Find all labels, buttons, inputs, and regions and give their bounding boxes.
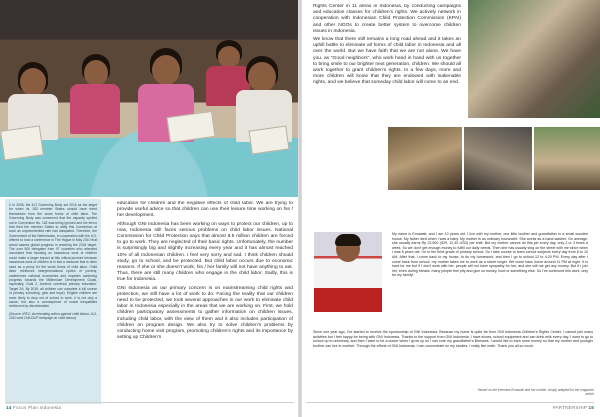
activity-photo [388, 127, 462, 190]
publication-name: Focus Plan Indonesia [13, 405, 62, 410]
book [249, 125, 290, 154]
child-figure [218, 46, 240, 68]
paragraph: GNI Indonesia as our primary concern is on mainstreaming child rights and protection, we still have a lot of work to do. Facing the reality that our children need to be protected, we took several approaches in our work to eliminate child labor in Indonesia especially in the areas that we are working on. First, we hold children participatory assessments to gather information on children issues, including child labor, with the view of them and it also includes participation of children on program design. We also try to solve children's problems by conducting home visit program, promoting children's rights and its importance by setting up Children's [117, 285, 293, 341]
classroom-photo [468, 0, 600, 118]
sidebox-source: (Source: IPEC: Accelerating action against child labour, ILO, 2010 and CHILDLIP webpage on child labour) [9, 311, 97, 321]
child-figure [70, 84, 120, 134]
paragraph: We know that there still remains a long road ahead and it takes an uphill battle to eliminate all forms of child labor in Indonesia and all over the world. But we have faith that we are not alone. We have you, as "Good neighbors", who work hand in hand with us together to bring smile to our brighter next generation, children. We should all work together to grant children's rights. In a few days, more and more children will know that they are endowed with inalienable rights, and we believe that someday child labor will come to an end. [313, 37, 461, 86]
sidebox-number: 1 [9, 203, 11, 207]
section-name: PARTNERSHIP [552, 405, 587, 410]
paragraph: Rights Center in 11 areas in Indonesia, by conducting campaigns and education classes for children's rights. We actively network in cooperation with Indonesian Child Protection Commission (KPAI) and other NGOs to create better system to overcome children issues in Indonesia. [313, 4, 461, 34]
child-figure [20, 68, 46, 96]
book [0, 125, 44, 160]
portrait-hair [335, 234, 361, 246]
left-folio [6, 405, 61, 410]
right-folio [553, 405, 594, 410]
footer-rule [6, 402, 294, 403]
activity-photo [464, 127, 532, 190]
testimony-continued: Since one year ago, I've started to receive the sponsorship of GNI Indonesia. Because my home is quite far from GNI Indonesia Children's Rights Center, I cannot join many activities but I feel happy for being with GNI Indonesia. Thanks to the support from GNI Indonesia, I have shoes, school equipment and can drink milk every day. I want to go to school up to university, and then I want to be a doctor when I grow up so I can cure my grandfather's illnesses. I would like to earn more money so that my mother and younger brother can live in comfort. Through the efforts of GNI Indonesia, I can concentrate on my studies. I really like math. Thank you all so much. [313, 330, 593, 348]
info-sidebox [5, 199, 101, 404]
book [166, 111, 215, 143]
child-figure [152, 55, 180, 85]
footer-rule [306, 402, 594, 403]
left-body-column [117, 201, 293, 401]
page-number: 15 [588, 405, 594, 410]
sidebox-text: In 2006, the ILO Governing Body set 2016 as the target for when its 183 member States should have freed themselves from the worst forms of child labor. The Governing Body was concerned that the capacity spelled out in Convention No. 182 was being ignored and the fervor that fired the member States to ratify this Convention at such an unprecedented rate had dissipated. Therefore, the Government of the Netherlands, in cooperation with the ILO, offered to host a conference in The Hague in May 2010 that would assess global progress in reaching the 2016 target. The over 500 delegates from 97 countries who attended concluded that focusing on hazardous work of children could make a larger impact at this critical juncture because hazardous work of children is in fact a measure that is often used as a proxy for the worst forms of child labor. Child labor reinforces intergenerational cycles of poverty, undermines national economies and impedes achieving progress towards the Millennium Development Goals, especially, Goal 2, Achieve universal primary education: Target 2A: By 2015, all children can complete a full course of primary schooling, girls and boys). English children are more likely to drop out of school to work. It is not only a cause, but also a consequence of social inequalities reinforced by discrimination. [9, 203, 98, 309]
spine-gutter [298, 0, 302, 417]
child-figure [248, 62, 276, 92]
children-reading-photo [0, 0, 298, 197]
paragraph: education for children and the negative effects of child labor. We are trying to provide useful advice so that children can use their leisure time working on his / her development. [117, 201, 293, 219]
activity-photo [534, 127, 600, 190]
child-figure [84, 60, 108, 86]
paragraph: Although GNI Indonesia has been working on ways to protect our children, up to now, Indonesia still faces serious problems on child labor issues. National Commission for Child Protection says that almost 8.5 million children are forced to go to work. They are neglected of their basic rights. Unfortunately, the number is surprisingly big and slightly increasing every year and it has almost reached 10% of all Indonesian children. I feel very sorry and sad. I think children should study, go to school, and be protected. But child labor occurs due to economic reasons. If she or she doesn't work, his / her family will not have anything to eat. Thus, there are still many children who engage in the child labor. Sadly, this is true for Indonesia. [117, 221, 293, 283]
footnote: *based on the interview Ernawati and her mother, simply adapted for the magazine article [477, 388, 594, 396]
testimony-text: My name is Ernawati, and I am 10 years old. I live with my mother, one little brother and grandfather in a small wooden house. My father died when I was a baby. My mother is an ordinary housewife. She works as a hand-washer. On average, she usually earns Rp 22,500 (IDR, 12,40 USD) per shift. But my mother cannot do this job every day, only 2 or 3 times a week. So we don't get enough money to fulfill our daily needs. Then she has usually sing on the street with me since when I was 8 years old. I'm in the third grade of primary school. So I take course to learn school subjects every day from 8 to 10 AM. After that, I come back to my house, to do my homework, and then I go to school 12 to 4:20 PM. Every day after I come back from school, my mother takes me to work as a street singer. We come back home around 11 PM at night. It is hard for me but if I don't work with her, people will not have sympathy for her, and she will not get any money. But if I join her, even during breaks, many people feel pity and give us money, food or something else. So I've continued this work, only for my family! [392, 232, 588, 278]
portrait-photo [314, 232, 382, 312]
page-number: 14 [6, 405, 12, 410]
